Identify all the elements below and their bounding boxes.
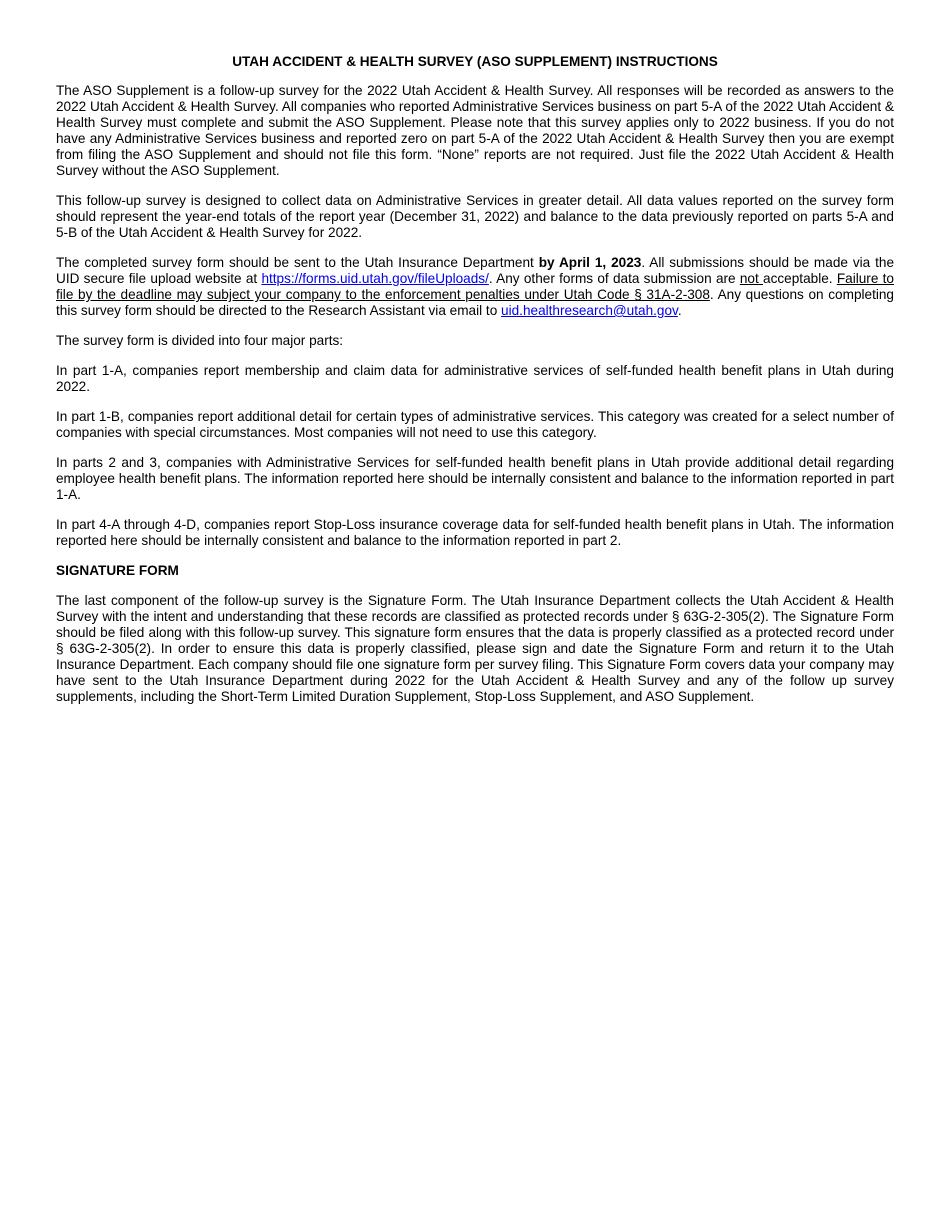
submission-paragraph bbox=[56, 255, 894, 319]
parts-2-3-paragraph: In parts 2 and 3, companies with Administrative Services for self-funded health benefit plans in Utah provide additional detail regarding employee health benefit plans. The information reported here should be internally consistent and balance to the information reported in part 1-A. bbox=[56, 455, 894, 502]
not-emphasis: not bbox=[739, 271, 764, 286]
page-title: UTAH ACCIDENT & HEALTH SURVEY (ASO SUPPLEMENT) INSTRUCTIONS bbox=[232, 54, 718, 69]
submission-text-1: The completed survey form should be sent to the Utah Insurance Department bbox=[56, 255, 539, 270]
submission-text-4: acceptable. bbox=[763, 271, 837, 286]
part-1a-paragraph: In part 1-A, companies report membership and claim data for administrative services of self-funded health benefit plans in Utah during 2022. bbox=[56, 363, 894, 394]
part-1b-paragraph: In part 1-B, companies report additional detail for certain types of administrative services. This category was created for a select number of companies with special circumstances. Most companies will not need to use this category. bbox=[56, 409, 894, 440]
submission-text-6: . bbox=[677, 303, 682, 318]
upload-website-link[interactable]: https://forms.uid.utah.gov/fileUploads/ bbox=[261, 271, 489, 286]
part-4-paragraph: In part 4-A through 4-D, companies report Stop-Loss insurance coverage data for self-funded health benefit plans in Utah. The information reported here should be internally consistent and balance to the information reported in part 2. bbox=[56, 517, 894, 548]
research-email-link[interactable]: uid.healthresearch@utah.gov bbox=[501, 303, 678, 318]
submission-text-5: . Any questions on completing this survey form should be directed to the Research Assistant via email to bbox=[56, 287, 894, 318]
intro-paragraph-2: This follow-up survey is designed to collect data on Administrative Services in greater detail. All data values reported on the survey form should represent the year-end totals of the report year (December 31, 2022) and balance to the data previously reported on parts 5-A and 5-B of the Utah Accident & Health Survey for 2022. bbox=[56, 193, 894, 240]
deadline-text: by April 1, 2023 bbox=[538, 255, 642, 270]
signature-form-heading: SIGNATURE FORM bbox=[56, 563, 179, 578]
penalty-notice: Failure to file by the deadline may subject your company to the enforcement penalties under Utah Code § 31A-2-308 bbox=[56, 271, 894, 302]
parts-intro: The survey form is divided into four major parts: bbox=[56, 333, 344, 348]
submission-text-3: . Any other forms of data submission are bbox=[488, 271, 740, 286]
signature-form-paragraph: The last component of the follow-up survey is the Signature Form. The Utah Insurance Department collects the Utah Accident & Health Survey with the intent and understanding that these records are classified as protected records under § 63G-2-305(2). The Signature Form should be filed along with this follow-up survey. This signature form ensures that the data is properly classified as a protected record under § 63G-2-305(2). In order to ensure this data is properly classified, please sign and date the Signature Form and return it to the Utah Insurance Department. Each company should file one signature form per survey filing. This Signature Form covers data your company may have sent to the Utah Insurance Department during 2022 for the Utah Accident & Health Survey and any of the follow up survey supplements, including the Short-Term Limited Duration Supplement, Stop-Loss Supplement, and ASO Supplement. bbox=[56, 593, 894, 704]
submission-text-2: . All submissions should be made via the UID secure file upload website at bbox=[56, 255, 895, 286]
intro-paragraph-1: The ASO Supplement is a follow-up survey for the 2022 Utah Accident & Health Survey. All responses will be recorded as answers to the 2022 Utah Accident & Health Survey. All companies who reported Administrative Services business on part 5-A of the 2022 Utah Accident & Health Survey must complete and submit the ASO Supplement. Please note that this survey applies only to 2022 business. If you do not have any Administrative Services business and reported zero on part 5-A of the 2022 Utah Accident & Health Survey then you are exempt from filing the ASO Supplement and should not file this form. “None” reports are not required. Just file the 2022 Utah Accident & Health Survey without the ASO Supplement. bbox=[56, 83, 894, 178]
